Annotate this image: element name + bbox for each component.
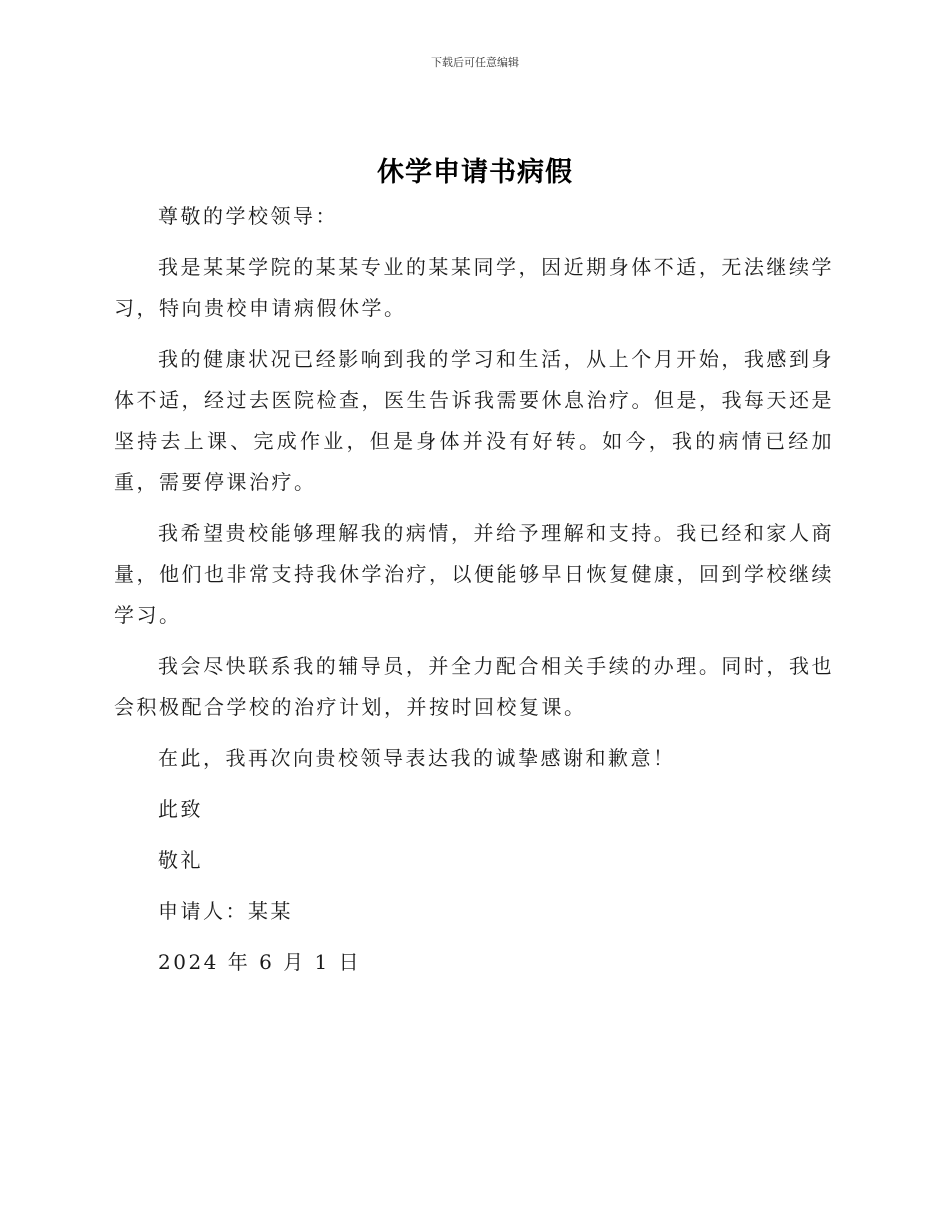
applicant-line: 申请人：某某 (158, 899, 293, 923)
greeting: 尊敬的学校领导： (158, 204, 338, 228)
body-paragraph-3: 我希望贵校能够理解我的病情，并给予理解和支持。我已经和家人商量，他们也非常支持我休学治疗，以便能够早日恢复健康，回到学校继续学习。 (114, 521, 834, 627)
body-paragraph-1: 我是某某学院的某某专业的某某同学，因近期身体不适，无法继续学习，特向贵校申请病假休学。 (114, 255, 834, 320)
closing-line-2: 敬礼 (158, 848, 203, 872)
document-title: 休学申请书病假 (377, 157, 573, 188)
closing-line-1: 此致 (158, 797, 203, 821)
body-paragraph-4: 我会尽快联系我的辅导员，并全力配合相关手续的办理。同时，我也会积极配合学校的治疗计划，并按时回校复课。 (114, 654, 834, 719)
body-paragraph-2: 我的健康状况已经影响到我的学习和生活，从上个月开始，我感到身体不适，经过去医院检查，医生告诉我需要休息治疗。但是，我每天还是坚持去上课、完成作业，但是身体并没有好转。如今，我的病情已经加重，需要停课治疗。 (114, 347, 834, 494)
body-paragraph-5: 在此，我再次向贵校领导表达我的诚挚感谢和歉意！ (158, 746, 676, 770)
header-note: 下载后可任意编辑 (431, 56, 519, 69)
date-line: 2024 年 6 月 1 日 (158, 950, 362, 974)
document-body (114, 196, 834, 993)
